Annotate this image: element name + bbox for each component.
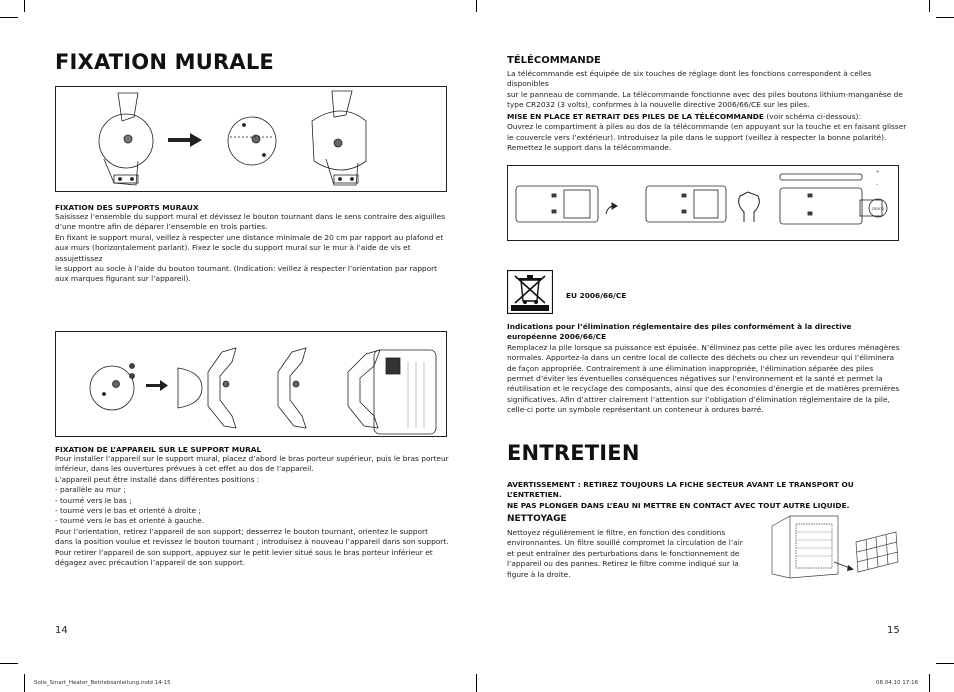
heading-fixation-appareil: FIXATION DE L’APPAREIL SUR LE SUPPORT MURAL [55, 445, 262, 454]
crop-mark [24, 674, 25, 692]
page-number-left: 14 [55, 625, 68, 636]
crop-mark [936, 17, 954, 18]
battery-holder-icon [739, 192, 760, 222]
remote-side-view [780, 174, 862, 180]
arrow-curved-icon [606, 203, 617, 214]
page-title-entretien: ENTRETIEN [507, 441, 640, 465]
heater-on-bracket [348, 350, 436, 434]
paragraph-elimination: Indications pour l’élimination réglementaire des piles conformément à la directive européenne 2006/66/CE Remplacez la pile lorsque sa puissance est épuisée. N’éliminez pas cette pile avec les ordures ménagères normales. Apportez-la dans un centre local de collecte des déchets ou chez un revendeur qui l’éliminera de façon appropriée. Contrairement à une élimination inappropriée, l’élimination séparée des piles permet d’éviter les éventuelles conséquences négatives sur l’environnement et la santé et permet la réutilisation et le recyclage des composants, ainsi que des économies d’énergie et de matières premières significatives. Afin d’attirer clairement l’attention sur l’obligation d’élimination réglementaire de la pile, celle-ci porte un symbole représentant un conteneur à ordures barré. [507, 322, 900, 415]
arrow-right-icon [834, 562, 854, 571]
page-number-right: 15 [887, 625, 900, 636]
paragraph-fixation-supports: Saisissez l’ensemble du support mural et dévissez le bouton tournant dans le sens contraire des aiguilles d’une montre afin de déparer l’ensemble en trois parties. En fixant le support mural, veillez à respecter une distance minimale de 20 cm par rapport au plafond et aux murs (horizontalement parlant). Fixez le socle du support mural sur le mur à l’aide de vis et assujettissez le support au socle à l’aide du bouton tournant. (Indication: veillez à respecter l’orientation par rapport aux marques figurant sur l’appareil). [55, 212, 446, 284]
crop-mark [0, 17, 18, 18]
bracket-arms-step-2 [278, 348, 306, 428]
crop-mark [0, 663, 18, 664]
remote-back-open [646, 186, 726, 222]
polarity-plus: + [876, 169, 880, 174]
paragraph-nettoyage: Nettoyez régulièrement le filtre, en fonction des conditions environnantes. Un filtre souillé compromet la circulation de l’air et peut entraîner des perturbations dans le fonctionnement de l’appareil ou des pannes. Retirez le filtre comme indiqué sur la figure à la droite. [507, 528, 743, 579]
wall-bracket-assembled [99, 93, 153, 185]
warning-entretien: AVERTISSEMENT : RETIREZ TOUJOURS LA FICHE SECTEUR AVANT LE TRANSPORT OU L’ENTRETIEN. NE PAS PLONGER DANS L’EAU NI METTRE EN CONTACT AVEC TOUT AUTRE LIQUIDE. [507, 480, 854, 510]
crop-mark [929, 0, 930, 12]
paragraph-fixation-appareil: Pour installer l’appareil sur le support mural, placez d’abord le bras porteur supérieur, puis le bras porteur inférieur, dans les ouvertures prévues à cet effet au dos de l’appareil. L’appareil peut être installé dans différentes positions : - parallèle au mur ; - tourné vers le bas ; - tourné vers le bas et orienté à droite ; - tourné vers le bas et orienté à gauche. Pour l’orientation, retirez l’appareil de son support; desserrez le bouton tournant, orientez le support dans la position voulue et revissez le bouton tournant ; introduisez à nouveau l’appareil dans son support. Pour retirer l’appareil de son support, appuyez sur le petit levier situé sous le bras porteur inférieur et dégagez avec précaution l’appareil de son support. [55, 454, 449, 568]
slug-datetime: 08.04.10 17:16 [876, 680, 919, 686]
illustration-telecommande [507, 165, 899, 241]
arrow-right-icon [146, 380, 168, 391]
wall-bracket-arms [312, 91, 366, 185]
base-plate-with-screws [90, 364, 135, 411]
paragraph-piles: MISE EN PLACE ET RETRAIT DES PILES DE LA TÉLÉCOMMANDE (voir schéma ci-dessous): Ouvrez le compartiment à piles au dos de la télécommande (en appuyant sur la touche et en faisant glisser le couvercle vers l’extérieur). Introduisez la pile dans le support (veillez à respecter la bonne polarité). Remettez le support dans la télécommande. [507, 112, 907, 153]
page-title-fixation: FIXATION MURALE [55, 50, 274, 74]
crossed-bin-icon [507, 270, 553, 314]
wall-base-plate [228, 117, 276, 165]
illustration-supports [55, 86, 447, 192]
heading-piles: MISE EN PLACE ET RETRAIT DES PILES DE LA TÉLÉCOMMANDE [507, 112, 764, 121]
paragraph-telecommande: La télécommande est équipée de six touches de réglage dont les fonctions correspondent à celles disponibles sur le panneau de commande. La télécommande fonctionne avec des piles boutons lithium-manganèse de type CR2032 (3 volts), conformes à la nouvelle directive 2006/66/CE sur les piles. [507, 69, 903, 110]
remote-back-closed [516, 186, 598, 222]
heading-fixation-supports: FIXATION DES SUPPORTS MURAUX [55, 203, 199, 212]
filter-grid [856, 532, 898, 572]
crop-mark [24, 0, 25, 12]
heater-back-view [772, 516, 838, 578]
eu-directive-label: EU 2006/66/CE [566, 291, 627, 300]
illustration-filtre [768, 512, 902, 582]
slug-filename: Solis_Smart_Heater_Betriebsanleitung.indd 14-15 [34, 680, 171, 686]
arrow-right-icon [168, 133, 202, 147]
heading-nettoyage: NETTOYAGE [507, 514, 567, 524]
heading-telecommande: TÉLÉCOMMANDE [507, 55, 601, 66]
remote-back-battery [780, 188, 887, 224]
crop-mark [936, 663, 954, 664]
bracket-half-dome [178, 368, 202, 408]
heading-piles-note: (voir schéma ci-dessous): [763, 112, 861, 121]
illustration-appareil [55, 331, 447, 437]
center-mark [476, 674, 477, 692]
center-mark [476, 0, 477, 12]
bracket-arms-step-1 [208, 348, 236, 428]
battery-label: CR2032 [871, 207, 885, 211]
polarity-minus: – [876, 182, 878, 187]
crop-mark [929, 674, 930, 692]
